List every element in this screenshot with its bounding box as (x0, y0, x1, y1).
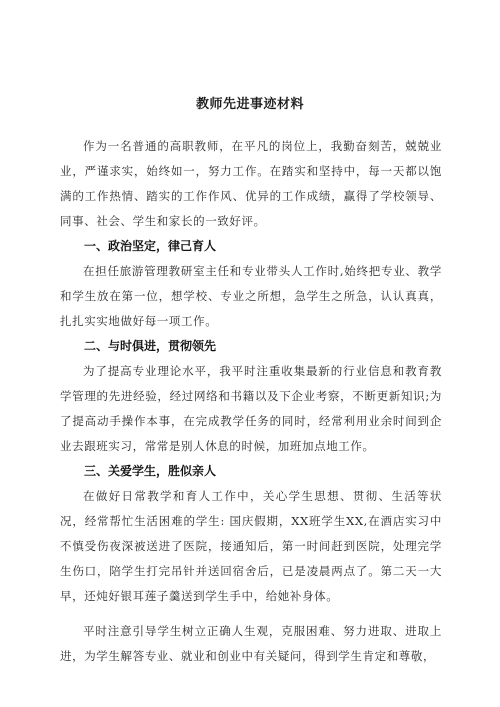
section-3-paragraph-1: 在做好日常教学和育人工作中，关心学生思想、贯彻、生活等状况，经常帮忙生活困难的学生: 国庆假期，XX班学生XX,在酒店实习中不慎受伤夜深被送进了医院，接通知后，第一时间赶到医院，处理完学生伤口，陪学生打完吊针并送回宿舍后，已是凌晨两点了。第二天一大早，还炖好银耳莲子羹送到学生手中，给她补身体。 (60, 489, 442, 603)
paragraph-gap (60, 609, 442, 619)
section-3-paragraph-2: 平时注意引导学生树立正确人生观，克服困难、努力进取、进取上进，为学生解答专业、就业和创业中有关疑问，得到学生肯定和尊敬， (60, 624, 442, 663)
section-heading-2: 二、与时俱进，贯彻领先 (84, 339, 217, 353)
section-1-paragraph: 在担任旅游管理教研室主任和专业带头人工作时,始终把专业、教学和学生放在第一位，想学校、专业之所想，急学生之所急，认认真真，扎扎实实地做好每一项工作。 (60, 264, 442, 328)
document-body (60, 134, 442, 669)
section-heading-1: 一、政治坚定，律己育人 (84, 239, 217, 253)
intro-paragraph: 作为一名普通的高职教师，在平凡的岗位上，我勤奋刻苦，兢兢业业，严谨求实，始终如一，努力工作。在踏实和坚持中，每一天都以饱满的工作热情、踏实的工作作风、优异的工作成绩，赢得了学校领导、同事、社会、学生和家长的一致好评。 (60, 139, 442, 228)
document-title: 教师先进事迹材料 (195, 97, 304, 112)
section-heading-3: 三、关爱学生，胜似亲人 (84, 464, 217, 478)
section-2-paragraph: 为了提高专业理论水平，我平时注重收集最新的行业信息和教育教学管理的先进经验，经过网络和书籍以及下企业考察，不断更新知识;为了提高动手操作本事，在完成教学任务的同时，经常利用业余时间到企业去跟班实习，常常是别人休息的时候，加班加点地工作。 (60, 364, 442, 453)
